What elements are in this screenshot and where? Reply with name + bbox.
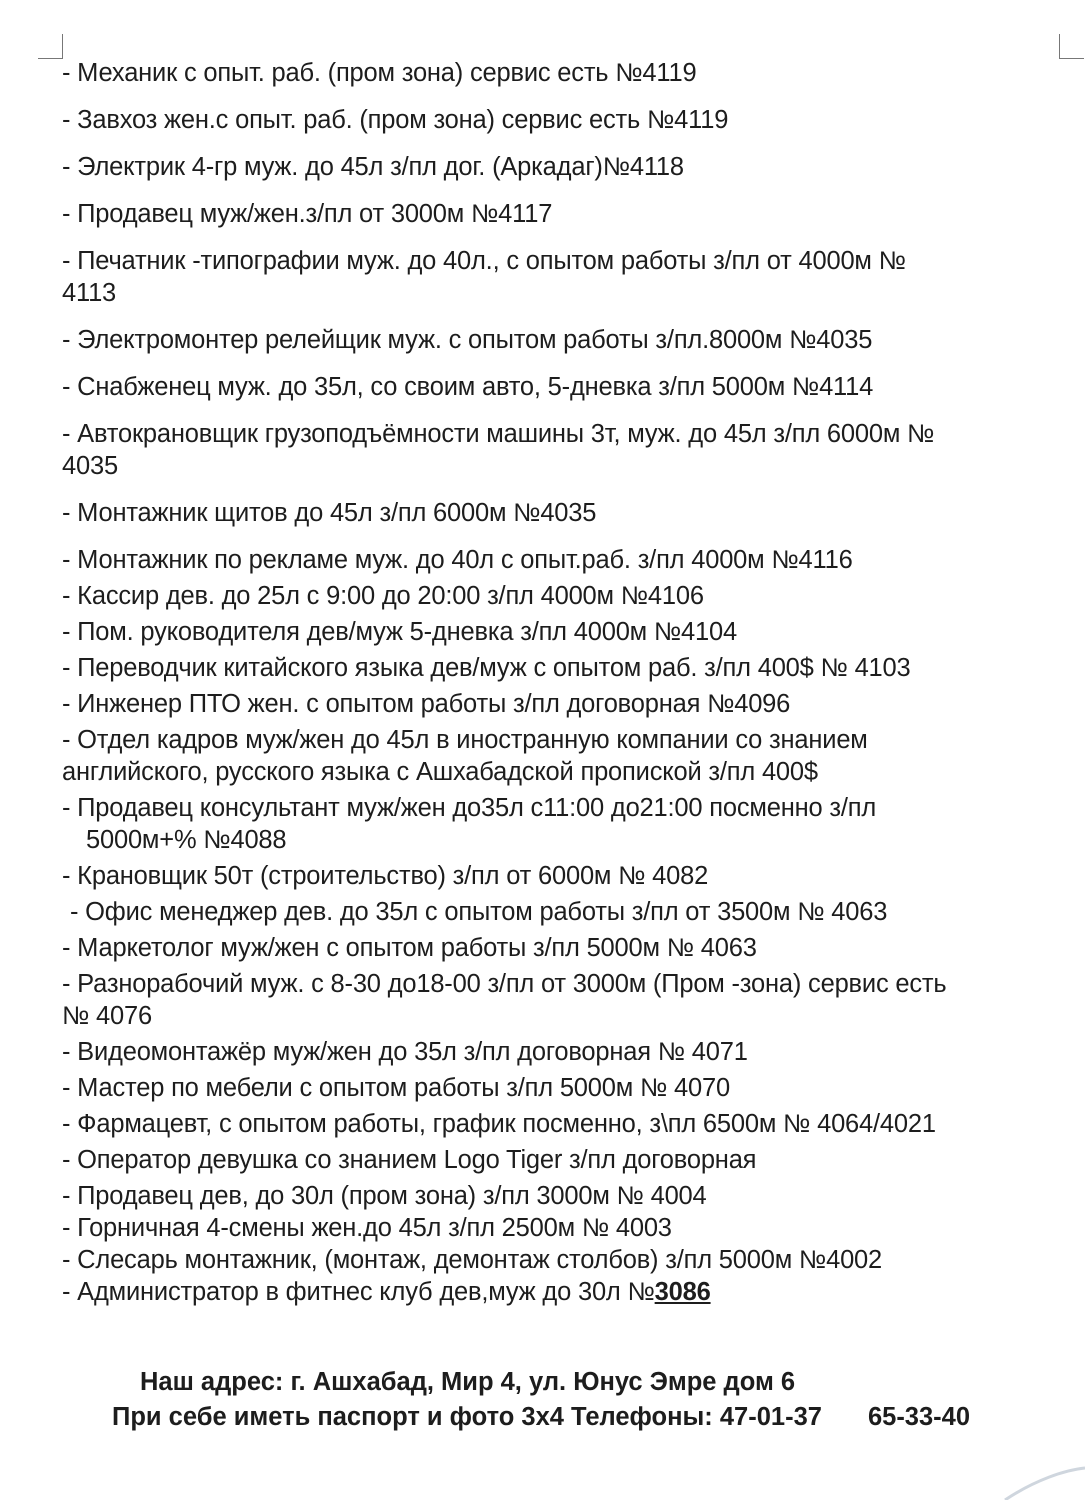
job-list [62, 57, 1062, 1308]
job-item [62, 1108, 1062, 1140]
job-item [62, 104, 1062, 136]
job-text: - Переводчик китайского языка дев/муж с опытом раб. з/пл 400$ № 4103 [62, 654, 911, 682]
job-item [62, 1072, 1062, 1104]
job-text: - Монтажник щитов до 45л з/пл 6000м №4035 [62, 499, 597, 527]
job-item [62, 688, 1062, 720]
job-text: - Завхоз жен.с опыт. раб. (пром зона) сервис есть №4119 [62, 106, 729, 134]
job-item [62, 371, 1062, 403]
job-item [62, 792, 1062, 856]
job-item [62, 896, 1062, 928]
job-item [62, 198, 1062, 230]
job-text-continued: английского, русского языка с Ашхабадской пропиской з/пл 400$ [62, 758, 818, 786]
job-item [62, 1144, 1062, 1176]
job-text: - Печатник -типографии муж. до 40л., с опытом работы з/пл от 4000м № [62, 247, 906, 275]
job-text: - Оператор девушка со знанием Logo Tiger з/пл договорная [62, 1146, 757, 1174]
page-curl-decoration [995, 1460, 1085, 1500]
job-text: - Электромонтер релейщик муж. с опытом работы з/пл.8000м №4035 [62, 326, 873, 354]
documents-phones-line [112, 1400, 970, 1434]
margin-mark-top-right [1059, 34, 1084, 59]
job-text: - Кассир дев. до 25л с 9:00 до 20:00 з/пл 4000м №4106 [62, 582, 704, 610]
job-item [62, 245, 1062, 309]
job-text: - Снабженец муж. до 35л, со своим авто, 5-дневка з/пл 5000м №4114 [62, 373, 874, 401]
job-item [62, 1180, 1062, 1212]
job-text: - Пом. руководителя дев/муж 5-дневка з/пл 4000м №4104 [62, 618, 737, 646]
job-item [62, 580, 1062, 612]
job-item [62, 544, 1062, 576]
job-text: - Горничная 4-смены жен.до 45л з/пл 2500м № 4003 [62, 1214, 672, 1242]
job-item [62, 932, 1062, 964]
job-item [62, 1276, 1062, 1308]
job-text: - Продавец муж/жен.з/пл от 3000м №4117 [62, 200, 553, 228]
job-item [62, 1036, 1062, 1068]
job-item [62, 860, 1062, 892]
job-text: - Автокрановщик грузоподъёмности машины 3т, муж. до 45л з/пл 6000м № [62, 420, 935, 448]
job-text: - Фармацевт, с опытом работы, график посменно, з\пл 6500м № 4064/4021 [62, 1110, 936, 1138]
job-item [62, 652, 1062, 684]
margin-mark-top-left [38, 34, 63, 59]
job-text: - Администратор в фитнес клуб дев,муж до 30л № [62, 1278, 655, 1306]
job-text: - Инженер ПТО жен. с опытом работы з/пл договорная №4096 [62, 690, 791, 718]
job-text-continued: 4035 [62, 452, 118, 480]
job-item [62, 724, 1062, 788]
job-text-continued: 5000м+% №4088 [86, 826, 287, 854]
job-text: - Монтажник по рекламе муж. до 40л с опыт.раб. з/пл 4000м №4116 [62, 546, 853, 574]
job-text: - Офис менеджер дев. до 35л с опытом работы з/пл от 3500м № 4063 [70, 898, 888, 926]
job-text: - Слесарь монтажник, (монтаж, демонтаж столбов) з/пл 5000м №4002 [62, 1246, 883, 1274]
job-text: - Видеомонтажёр муж/жен до 35л з/пл договорная № 4071 [62, 1038, 748, 1066]
job-item [62, 497, 1062, 529]
job-text: - Электрик 4-гр муж. до 45л з/пл дог. (Аркадаг)№4118 [62, 153, 684, 181]
job-item [62, 1244, 1062, 1276]
job-text: - Продавец консультант муж/жен до35л с11:00 до21:00 посменно з/пл [62, 794, 876, 822]
job-text: - Маркетолог муж/жен с опытом работы з/пл 5000м № 4063 [62, 934, 757, 962]
job-item [62, 1212, 1062, 1244]
job-item [62, 616, 1062, 648]
job-text: - Мастер по мебели с опытом работы з/пл 5000м № 4070 [62, 1074, 730, 1102]
job-item [62, 324, 1062, 356]
job-text: - Механик с опыт. раб. (пром зона) сервис есть №4119 [62, 59, 697, 87]
phone-number: 65-33-40 [867, 1403, 971, 1431]
documents-text: При себе иметь паспорт и фото 3х4 Телефоны: 47-01-37 [112, 1403, 822, 1431]
job-text: - Разнорабочий муж. с 8-30 до18-00 з/пл от 3000м (Пром -зона) сервис есть [62, 970, 947, 998]
job-id-highlighted: 3086 [654, 1278, 711, 1306]
job-text: - Отдел кадров муж/жен до 45л в иностранную компании со знанием [62, 726, 868, 754]
job-item [62, 418, 1062, 482]
job-item [62, 151, 1062, 183]
job-text-continued: № 4076 [62, 1002, 152, 1030]
job-text: - Продавец дев, до 30л (пром зона) з/пл 3000м № 4004 [62, 1182, 707, 1210]
job-text-continued: 4113 [62, 279, 117, 307]
job-text: - Крановщик 50т (строительство) з/пл от 6000м № 4082 [62, 862, 709, 890]
address-line: Наш адрес: г. Ашхабад, Мир 4, ул. Юнус Эмре дом 6 [140, 1368, 796, 1396]
job-item [62, 57, 1062, 89]
job-item [62, 968, 1062, 1032]
